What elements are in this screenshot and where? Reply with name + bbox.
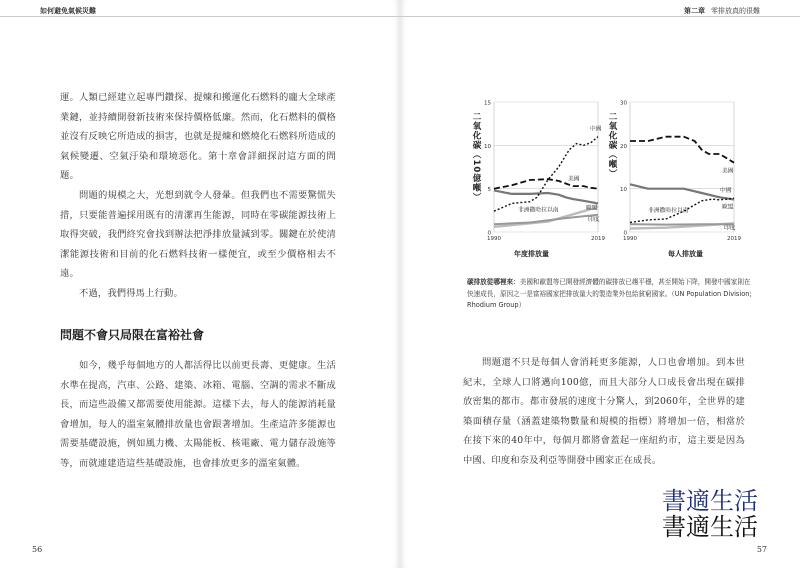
- paragraph: 問題還不只是每個人會消耗更多能源，人口也會增加。到本世紀末，全球人口將邁向100億，而且大部分人口成長會出現在碳排放密集的都市。都市發展的速度十分驚人，到2060年，全世界的建築面積存量（涵蓋建築物數量和規模的指標）將增加一倍，相當於在接下來的40年中，每個月都將會蓋起一座紐約市，這主要是因為中國、印度和奈及利亞等開發中國家正在成長。: [463, 357, 745, 466]
- page-number: 56: [32, 545, 43, 554]
- series-label-usa: 美國: [568, 176, 580, 183]
- series-line-usa: [494, 179, 598, 189]
- header-rule: [400, 16, 800, 17]
- series-line-eu: [494, 190, 598, 203]
- x-tick-label: 2019: [591, 236, 605, 242]
- chart-annual-emissions-svg: [478, 92, 610, 252]
- chart2-title: 每人排放量: [668, 250, 703, 258]
- body-text-top: [60, 88, 336, 304]
- series-label-india: 印度: [724, 225, 736, 232]
- chart-annual-emissions: [478, 92, 610, 252]
- chart-per-capita-emissions-svg: [614, 92, 746, 252]
- series-line-usa: [630, 137, 734, 163]
- chart-per-capita-emissions: [614, 92, 746, 252]
- series-label-sub-saharan-africa: 非洲撒哈拉以南: [518, 207, 559, 214]
- paragraph: 如今，幾乎每個地方的人都活得比以前更長壽、更健康。生活水準在提高，汽車、公路、建築、冰箱、電腦、空調的需求不斷成長，而這些設備又都需要使用能源。這樣下去，每人的能源消耗量會增加，每人的溫室氣體排放量也會跟著增加。生產這許多能源也需要基礎設施，例如風力機、太陽能板、核電廠、電力儲存設施等等，而就連建造這些基礎設施，也會排放更多的溫室氣體。: [60, 360, 336, 469]
- series-label-usa: 美國: [722, 168, 734, 175]
- y-tick-label: 0: [623, 230, 627, 237]
- y-tick-label: 10: [620, 187, 627, 194]
- y-tick-label: 15: [484, 100, 491, 107]
- body-text: [463, 353, 745, 471]
- chapter-number: 第二章: [684, 7, 705, 15]
- paragraph: 不過，我們得馬上行動。: [79, 287, 183, 299]
- paragraph: 問題的規模之大，光想到就令人發暈。但我們也不需要驚慌失措，只要能普遍採用既有的清潔再生能源，同時在零碳能源技術上取得突破，我們終究會找到辦法把淨排放量減到零。關鍵在於使清潔能源技術和目前的化石燃料技術一樣便宜，或至少價格相去不遠。: [60, 189, 336, 280]
- series-line-eu: [630, 184, 734, 199]
- page-number: 57: [756, 545, 767, 554]
- header-rule: [0, 16, 400, 17]
- series-label-sub-saharan-africa: 非洲撒哈拉以南: [648, 208, 689, 215]
- watermark-line: 書適生活: [662, 513, 758, 541]
- series-label-china: 中國: [720, 188, 732, 195]
- figure-caption: [467, 277, 757, 312]
- x-tick-label: 1990: [487, 236, 501, 242]
- y-tick-label: 10: [484, 143, 491, 150]
- right-page: [400, 0, 800, 568]
- series-label-india: 印度: [588, 216, 600, 223]
- running-head-chapter: [684, 6, 760, 16]
- watermark-line: 書適生活: [662, 487, 758, 515]
- caption-title: 碳排放從哪裡來：: [467, 278, 520, 286]
- watermark-logo: [662, 488, 758, 540]
- y-tick-label: 5: [487, 187, 491, 194]
- section-title: 問題不會只局限在富裕社會: [60, 328, 205, 342]
- series-label-eu: 歐盟: [586, 205, 598, 212]
- y-tick-label: 30: [620, 100, 627, 107]
- chart2-y-axis-label: 二氧化碳（噸）: [607, 112, 617, 179]
- body-text-bottom: [60, 356, 336, 474]
- y-tick-label: 0: [487, 230, 491, 237]
- series-label-china: 中國: [590, 126, 602, 133]
- series-label-eu: 歐盟: [722, 204, 734, 211]
- chart1-title: 年度排放量: [514, 250, 549, 258]
- chapter-title: 零排放真的很難: [711, 7, 760, 15]
- y-tick-label: 20: [620, 143, 627, 150]
- chart1-y-axis-label: 二氧化碳（10億噸）: [471, 112, 481, 202]
- x-tick-label: 2019: [727, 236, 741, 242]
- running-head-book-title: 如何避免氣候災難: [40, 7, 96, 15]
- caption-text: 美國和歐盟等已開發經濟體的碳排放已趨平穩，甚至開始下降，開發中國家則在快速成長，原因之一是富裕國家把排放量大的製造業外包給貧窮國家。（UN Population Division; Rhodium Group）: [467, 278, 752, 309]
- x-tick-label: 1990: [623, 236, 637, 242]
- paragraph: 運。人類已經建立起專門鑽探、提煉和搬運化石燃料的龐大全球產業鏈，並持續開發新技術來保持價格低廉。然而，化石燃料的價格並沒有反映它所造成的損害，也就是提煉和燃燒化石燃料所造成的氣候變遷、空氣汙染和環境惡化。第十章會詳細探討這方面的問題。: [60, 92, 336, 182]
